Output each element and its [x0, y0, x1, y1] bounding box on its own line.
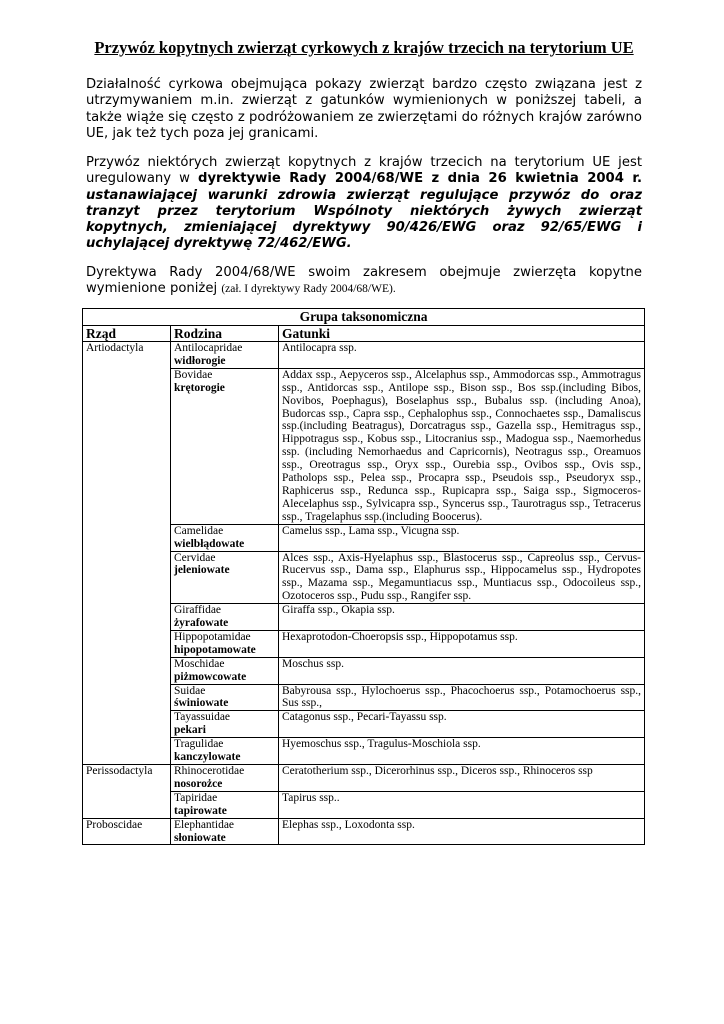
scope-paragraph [86, 265, 642, 298]
family-cell [171, 604, 279, 631]
taxonomy-table-body [83, 342, 645, 845]
species-cell: Tapirus ssp.. [279, 791, 645, 818]
intro-text: Działalność cyrkowa obejmująca pokazy zwierząt bardzo często związana jest z utrzymywaniem m.in. zwierząt z gatunków wymienionych w poniższej tabeli, a także wiąże się często z podróżowaniem ze zwierzętami do różnych krajów zarówno UE, jak też tych poza jej granicami. [86, 77, 642, 141]
species-header: Gatunki [279, 325, 645, 342]
family-cell [171, 684, 279, 711]
family-polish-name: tapirowate [174, 804, 227, 817]
document-title: Przywóz kopytnych zwierząt cyrkowych z krajów trzecich na terytorium UE [94, 38, 634, 57]
family-latin-name: Tapiridae [174, 791, 218, 804]
family-latin-name: Bovidae [174, 368, 213, 381]
family-polish-name: kanczylowate [174, 751, 241, 764]
order-header: Rząd [83, 325, 171, 342]
family-latin-name: Moschidae [174, 657, 225, 670]
family-polish-name: żyrafowate [174, 617, 229, 630]
annex-note: (zał. I dyrektywy Rady 2004/68/WE). [221, 283, 396, 296]
family-polish-name: krętorogie [174, 381, 225, 394]
family-polish-name: piżmowcowate [174, 670, 247, 683]
family-cell [171, 524, 279, 551]
family-cell [171, 818, 279, 845]
species-cell: Giraffa ssp., Okapia ssp. [279, 604, 645, 631]
species-cell: Elephas ssp., Loxodonta ssp. [279, 818, 645, 845]
family-cell [171, 551, 279, 604]
order-cell: Perissodactyla [83, 765, 171, 819]
table-row [83, 342, 645, 369]
species-cell: Catagonus ssp., Pecari-Tayassu ssp. [279, 711, 645, 738]
family-polish-name: hipopotamowate [174, 643, 256, 656]
taxonomy-table [82, 308, 645, 845]
species-cell: Antilocapra ssp. [279, 342, 645, 369]
family-header: Rodzina [171, 325, 279, 342]
family-cell [171, 342, 279, 369]
table-group-header-row [83, 309, 645, 326]
family-polish-name: świniowate [174, 697, 229, 710]
family-latin-name: Cervidae [174, 551, 216, 564]
species-cell: Hyemoschus ssp., Tragulus-Moschiola ssp. [279, 738, 645, 765]
family-cell [171, 630, 279, 657]
family-latin-name: Elephantidae [174, 818, 235, 831]
table-header-row [83, 325, 645, 342]
species-cell: Camelus ssp., Lama ssp., Vicugna ssp. [279, 524, 645, 551]
order-cell: Artiodactyla [83, 342, 171, 765]
family-polish-name: widłorogie [174, 354, 226, 367]
family-latin-name: Suidae [174, 684, 206, 697]
table-row [83, 818, 645, 845]
species-cell: Alces ssp., Axis-Hyelaphus ssp., Blastocerus ssp., Capreolus ssp., Cervus-Rucervus ssp., Dama ssp., Elaphurus ssp., Hippocamelus ssp., Hydropotes ssp., Mazama ssp., Megamuntiacus ssp., Muntiacus ssp., Odocoileus ssp., Ozotoceros ssp., Pudu ssp., Rangifer ssp. [279, 551, 645, 604]
family-polish-name: wielbłądowate [174, 537, 245, 550]
intro-paragraph [86, 77, 642, 142]
family-cell [171, 657, 279, 684]
family-latin-name: Giraffidae [174, 604, 222, 617]
table-row [83, 765, 645, 792]
species-cell: Moschus ssp. [279, 657, 645, 684]
species-cell: Hexaprotodon-Choeropsis ssp., Hippopotamus ssp. [279, 630, 645, 657]
species-cell: Addax ssp., Aepyceros ssp., Alcelaphus ssp., Ammodorcas ssp., Ammotragus ssp., Antidorcas ssp., Antilope ssp., Bison ssp., Bos ssp.(including Bibos, Novibos, Poephagus), Boselaphus ssp., Bubalus ssp. (including Anoa), Budorcas ssp., Capra ssp., Cephalophus ssp., Connochaetes ssp., Damaliscus ssp.(including Beatragus), Dorcatragus ssp., Gazella ssp., Hemitragus ssp., Hippotragus ssp., Kobus ssp., Litocranius ssp., Madogua ssp., Naemorhedus ssp. (including Nemorhaedus and Capricornis), Neotragus ssp., Oreamuos ssp., Oreotragus ssp., Oryx ssp., Ourebia ssp., Ovibos ssp., Ovis ssp., Patholops ssp., Pelea ssp., Procapra ssp., Pseudois ssp., Pseudoryx ssp., Raphicerus ssp., Redunca ssp., Rupicapra ssp., Saiga ssp., Sigmoceros-Alecelaphus ssp., Sylvicapra ssp., Syncerus ssp., Taurotragus ssp., Tetracerus ssp., Tragelaphus ssp.(including Boocerus). [279, 368, 645, 524]
directive-full-title: ustanawiającej warunki zdrowia zwierząt regulujące przywóz do oraz tranzyt przez terytorium Wspólnoty niektórych żywych zwierząt kopytnych, zmieniającej dyrektywy 90/426/EWG oraz 92/65/EWG i uchylającej dyrektywę 72/462/EWG. [86, 187, 642, 252]
order-cell: Proboscidae [83, 818, 171, 845]
family-polish-name: słoniowate [174, 831, 226, 844]
family-latin-name: Antilocapridae [174, 342, 243, 354]
family-latin-name: Tayassuidae [174, 711, 231, 724]
family-cell [171, 368, 279, 524]
species-cell: Ceratotherium ssp., Dicerorhinus ssp., Diceros ssp., Rhinoceros ssp [279, 765, 645, 792]
family-cell [171, 765, 279, 792]
family-cell [171, 711, 279, 738]
family-latin-name: Hippopotamidae [174, 630, 251, 643]
directive-reference: dyrektywie Rady 2004/68/WE z dnia 26 kwietnia 2004 r. [198, 171, 642, 187]
family-latin-name: Camelidae [174, 524, 224, 537]
scope-text: Dyrektywa Rady 2004/68/WE swoim zakresem obejmuje zwierzęta kopytne wymienione poniżej [86, 265, 642, 297]
family-latin-name: Tragulidae [174, 738, 224, 751]
species-cell: Babyrousa ssp., Hylochoerus ssp., Phacochoerus ssp., Potamochoerus ssp., Sus ssp., [279, 684, 645, 711]
regulation-paragraph [86, 155, 642, 253]
family-cell [171, 791, 279, 818]
family-polish-name: pekari [174, 724, 206, 737]
family-cell [171, 738, 279, 765]
family-polish-name: jeleniowate [174, 564, 230, 577]
group-header: Grupa taksonomiczna [83, 309, 645, 326]
family-latin-name: Rhinocerotidae [174, 765, 245, 777]
regulation-text: Przywóz niektórych zwierząt kopytnych z krajów trzecich na terytorium UE jest uregulowany w [86, 155, 642, 187]
family-polish-name: nosorożce [174, 777, 223, 790]
